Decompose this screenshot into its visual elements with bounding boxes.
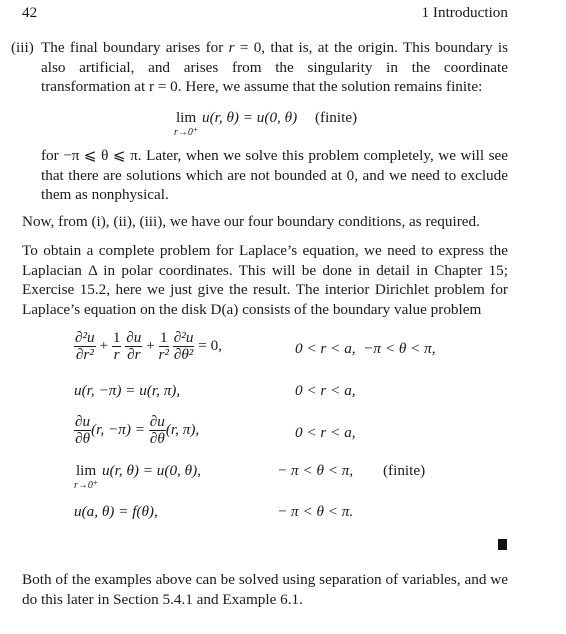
eq2-condition: 0 < r < a, — [295, 382, 356, 399]
finite-condition: lim r→0⁺ u(r, θ) = u(0, θ), — [74, 462, 201, 491]
periodic-condition: u(r, −π) = u(r, π), — [74, 382, 181, 399]
limit-equation: lim r→0⁺ u(r, θ) = u(0, θ) (finite) — [174, 109, 358, 138]
item-label: (iii) — [11, 39, 34, 56]
dirichlet-condition: u(a, θ) = f(θ), — [74, 503, 158, 520]
eq4-condition: − π < θ < π, — [277, 462, 354, 479]
eq5-condition: − π < θ < π. — [277, 503, 354, 520]
eq4-note: (finite) — [383, 462, 426, 479]
para-now: Now, from (i), (ii), (iii), we have our four boundary conditions, as required. — [22, 213, 480, 230]
laplace-equation: $\frac{\text{∂²u}}{\text{∂r²}}$ + $\frac{1}{r}$ $\frac{\partial u}{\partial r}$ + $\frac{1}{\text{r²}}$ $\frac{\text{∂²u}}{\text{∂θ²}}$ = 0, — [75, 329, 222, 363]
derivative-periodic-condition: $\frac{\partial u}{\partial\theta}$ (r, −π) = $\frac{\partial u}{\partial\theta}$ (r, π), — [75, 413, 200, 447]
para-both: Both of the examples above can be solved using separation of variables, and we do this later in Section 5.4.1 and Example 6.1. — [22, 571, 508, 608]
eq3-condition: 0 < r < a, — [295, 424, 356, 441]
item-iii-text: The final boundary arises for r = 0, that is, at the origin. This boundary is also artificial, and arises from the singularity in the coordinate transformation at r = 0. Here, we assume that the solution remains finite: — [41, 39, 509, 95]
running-head: 1 Introduction — [421, 4, 508, 21]
para-laplace: To obtain a complete problem for Laplace’s equation, we need to express the Laplacian Δ in polar coordinates. This will be done in detail in Chapter 15; Exercise 15.2, here we just give the result. The interior Dirichlet problem for Laplace’s equation on the disk D(a) consists of the boundary value problem — [22, 242, 508, 318]
end-of-example-square — [498, 539, 507, 550]
page-number: 42 — [22, 4, 38, 21]
after-limit-text: for −π ⩽ θ ⩽ π. Later, when we solve this problem completely, we will see that there are solutions which are not bounded at 0, and we need to exclude them as nonphysical. — [41, 147, 508, 203]
eq1-condition: 0 < r < a, −π < θ < π, — [295, 340, 436, 357]
